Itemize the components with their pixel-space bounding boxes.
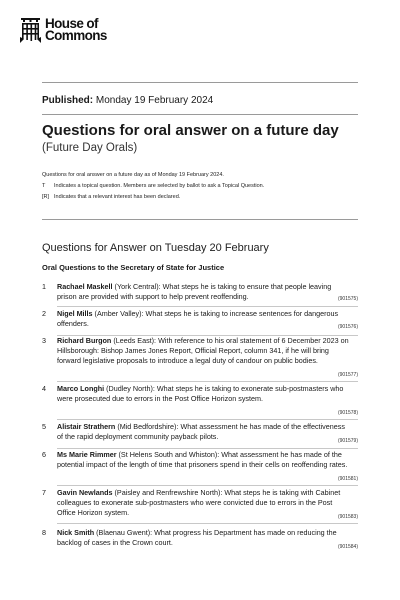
question-divider: [57, 381, 358, 382]
question-member: Alistair Strathern: [57, 422, 116, 431]
published-date: Monday 19 February 2024: [95, 95, 214, 106]
question-text: What assessment he has made of the potential impact of the length of time that prisoners spend in their cells on reoffending rates.: [57, 450, 348, 469]
question-text: What steps he is taking to increase sentences for dangerous offenders.: [57, 309, 339, 328]
published-line: [42, 95, 213, 106]
question-number: 6: [42, 450, 46, 459]
question-number: 1: [42, 282, 46, 291]
question-divider: [57, 485, 358, 486]
question-member: Marco Longhi: [57, 384, 105, 393]
question-divider: [57, 523, 358, 524]
question-number: 4: [42, 384, 46, 393]
question-divider: [57, 419, 358, 420]
question-number: 8: [42, 528, 46, 537]
section-heading: Questions for Answer on Tuesday 20 February: [42, 242, 269, 254]
question-member: Ms Marie Rimmer: [57, 450, 117, 459]
legend-row-interest: [42, 192, 264, 203]
legend-text: Indicates a topical question. Members are selected by ballot to ask a Topical Question.: [54, 183, 265, 189]
page-subtitle: (Future Day Orals): [42, 142, 138, 154]
question-text-block: [57, 282, 352, 302]
question-ref: (901579): [337, 438, 358, 444]
question-text-block: [57, 384, 352, 404]
intro-block: [42, 170, 264, 203]
question-constituency: (Paisley and Renfrewshire North):: [114, 488, 223, 497]
divider: [42, 82, 358, 83]
question-number: 3: [42, 336, 46, 345]
intro-line: Questions for oral answer on a future day as of Monday 19 February 2024.: [42, 172, 224, 178]
question-ref: (901584): [337, 544, 358, 550]
question-ref: (901583): [337, 514, 358, 520]
logo-line-1: House of: [45, 16, 98, 31]
question-ref: (901578): [337, 410, 358, 416]
divider: [42, 114, 358, 115]
question-number: 5: [42, 422, 46, 431]
legend-text: Indicates that a relevant interest has been declared.: [54, 194, 181, 200]
question-text: What progress his Department has made on reducing the backlog of cases in the Crown court.: [57, 528, 337, 547]
question-text-block: [57, 336, 352, 366]
question-member: Rachael Maskell: [57, 282, 113, 291]
question-text-block: [57, 450, 352, 470]
question-ref: (901577): [337, 372, 358, 378]
question-member: Nigel Mills: [57, 309, 93, 318]
question-text: With reference to his oral statement of 6 December 2023 on Hillsborough: Bishop James Jones Report, Official Report, column 341, if he will bring forward legislative proposals to introduce a legal duty of candour on public bodies.: [57, 336, 349, 365]
question-text-block: [57, 528, 352, 548]
logo-text: [45, 18, 107, 42]
legend-key: T: [42, 183, 46, 189]
question-divider: [57, 448, 358, 449]
question-constituency: (Leeds East):: [113, 336, 157, 345]
question-text: What steps he is taking with Cabinet colleagues to exonerate sub-postmasters who were convicted due to errors in the Post Office Horizon system.: [57, 488, 341, 517]
question-divider: [57, 306, 358, 307]
question-text: What steps he is taking to ensure that people leaving prison are provided with support to help prevent reoffending.: [57, 282, 332, 301]
legend-key: [R]: [42, 194, 50, 200]
question-member: Nick Smith: [57, 528, 95, 537]
logo-line-2: Commons: [45, 28, 107, 43]
question-member: Richard Burgon: [57, 336, 112, 345]
divider: [42, 219, 358, 220]
question-ref: (901576): [337, 324, 358, 330]
legend-row-topical: [42, 181, 264, 192]
question-number: 2: [42, 309, 46, 318]
question-constituency: (Dudley North):: [106, 384, 155, 393]
question-constituency: (Mid Bedfordshire):: [117, 422, 179, 431]
published-label: Published:: [42, 95, 94, 106]
house-of-commons-logo: [20, 18, 107, 44]
question-ref: (901581): [337, 476, 358, 482]
question-constituency: (St Helens South and Whiston):: [118, 450, 220, 459]
question-text-block: [57, 422, 352, 442]
question-text-block: [57, 488, 352, 518]
question-constituency: (Blaenau Gwent):: [96, 528, 153, 537]
question-number: 7: [42, 488, 46, 497]
question-ref: (901575): [337, 296, 358, 302]
page-title: Questions for oral answer on a future day: [42, 122, 339, 139]
section-subheading: Oral Questions to the Secretary of State for Justice: [42, 263, 225, 272]
question-text: What steps he is taking to exonerate sub-postmasters who were prosecuted due to errors in the Post Office Horizon system.: [57, 384, 344, 403]
question-text-block: [57, 309, 352, 329]
question-member: Gavin Newlands: [57, 488, 113, 497]
question-constituency: (York Central):: [114, 282, 161, 291]
portcullis-icon: [20, 18, 41, 44]
question-constituency: (Amber Valley):: [94, 309, 144, 318]
question-text: What assessment he has made of the effectiveness of the rapid deployment community payback pilots.: [57, 422, 345, 441]
